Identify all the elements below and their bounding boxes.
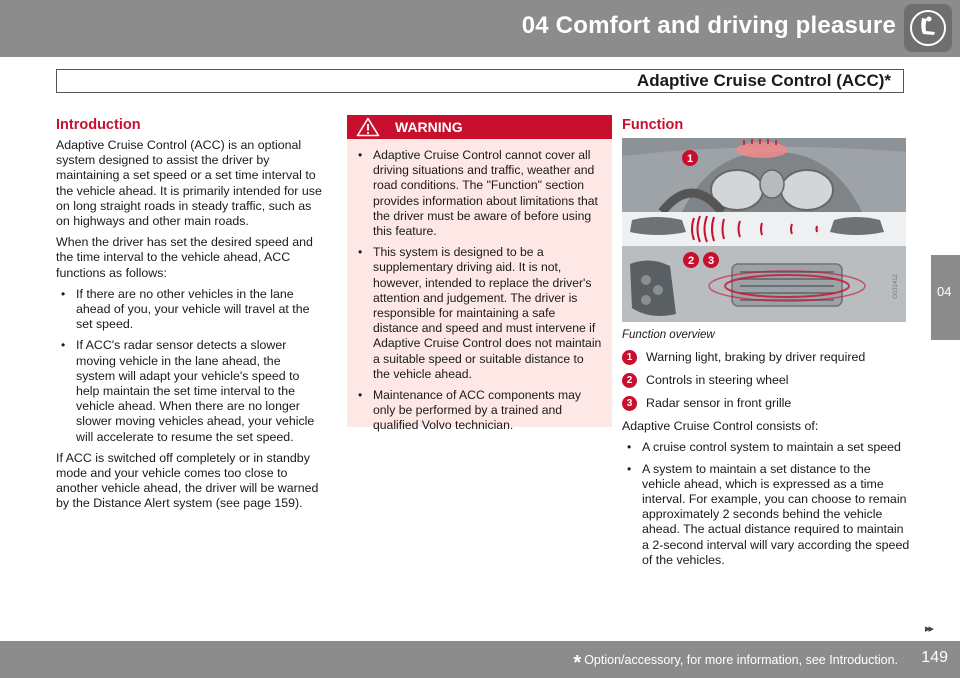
warning-bullet-list xyxy=(347,139,612,434)
number-badge-icon: 2 xyxy=(622,373,637,388)
svg-text:2: 2 xyxy=(687,255,695,267)
legend-item xyxy=(622,396,912,410)
figure-code: G031412 xyxy=(892,274,899,299)
intro-paragraph-3: If ACC is switched off completely or in standby mode and your vehicle comes too close to another vehicle ahead, the driver will be warned by the Distance Alert system (see page 159). xyxy=(56,450,319,511)
section-title-box xyxy=(56,69,904,93)
list-item: • If there are no other vehicles in the lane ahead of you, your vehicle will travel at the set speed. xyxy=(56,287,322,333)
warning-triangle-icon xyxy=(356,117,380,140)
footnote-text: Option/accessory, for more information, see Introduction. xyxy=(584,653,898,667)
function-bullet-list xyxy=(622,440,912,568)
list-item: • Maintenance of ACC components may only be performed by a trained and qualified Volvo technician. xyxy=(353,388,604,434)
continue-arrows-icon: ▸▸ xyxy=(925,623,933,635)
chapter-side-tab-label: 04 xyxy=(937,284,952,299)
warning-header xyxy=(347,115,612,139)
legend-text: Warning light, braking by driver required xyxy=(646,349,866,364)
intro-paragraph-2: When the driver has set the desired speed and the time interval to the vehicle ahead, ACC functions as follows: xyxy=(56,235,313,280)
footnote-mark: * xyxy=(573,652,582,674)
footer-bar xyxy=(0,641,960,678)
warning-title: WARNING xyxy=(395,119,463,135)
svg-text:3: 3 xyxy=(707,255,715,267)
number-badge-icon: 3 xyxy=(622,396,637,411)
legend-item xyxy=(622,373,912,387)
header-bar xyxy=(0,0,960,57)
list-item: • A system to maintain a set distance to the vehicle ahead, which is expressed as a time interval. For example, you can choose to remain approximately 2 seconds behind the vehicle ahead. The actual distance required to maintain a 2-second interval will vary according the speed of the vehicles. xyxy=(622,462,912,568)
introduction-heading: Introduction xyxy=(56,117,141,133)
section-title: Adaptive Cruise Control (ACC)* xyxy=(636,71,891,90)
function-overview-figure xyxy=(622,138,906,322)
list-item: • A cruise control system to maintain a set speed xyxy=(622,440,912,455)
list-item: • Adaptive Cruise Control cannot cover all driving situations and traffic, weather and road conditions. The "Function" section provides information about limitations that the driver must be aware of before using this feature. xyxy=(353,148,604,239)
warning-box xyxy=(347,115,612,433)
svg-text:1: 1 xyxy=(686,153,694,165)
figure-caption: Function overview xyxy=(622,329,715,341)
consists-of-text: Adaptive Cruise Control consists of: xyxy=(622,419,819,434)
seat-icon xyxy=(904,4,952,52)
footnote xyxy=(573,652,898,675)
number-badge-icon: 1 xyxy=(622,350,637,365)
intro-paragraph-1: Adaptive Cruise Control (ACC) is an optional system designed to assist the driver by maintaining a set speed or a set time interval to the vehicle ahead. It is primarily intended for use on long straight roads in steady traffic, such as on highways and other main roads. xyxy=(56,138,322,229)
legend-text: Controls in steering wheel xyxy=(646,372,789,387)
function-column xyxy=(622,117,912,574)
function-heading: Function xyxy=(622,117,684,133)
introduction-column xyxy=(56,117,322,518)
list-item: • This system is designed to be a supplementary driving aid. It is not, however, intended to replace the driver's attention and judgement. The driver is responsible for maintaining a safe distance and speed and must intervene if Adaptive Cruise Control does not maintain a suitable speed or suitable distance to the vehicle ahead. xyxy=(353,245,604,382)
intro-bullet-list xyxy=(56,287,322,445)
chapter-side-tab[interactable] xyxy=(931,255,960,340)
legend-text: Radar sensor in front grille xyxy=(646,395,792,410)
page-number: 149 xyxy=(921,649,948,666)
chapter-title: 04 Comfort and driving pleasure xyxy=(521,12,896,39)
dashboard-illustration xyxy=(622,138,906,322)
list-item: • If ACC's radar sensor detects a slower moving vehicle in the lane ahead, the system will adapt your vehicle's speed to help maintain the set time interval to the vehicle ahead. When there are no longer slower moving vehicles ahead, your vehicle will accelerate to resume the set speed. xyxy=(56,338,322,444)
legend-item xyxy=(622,350,912,364)
